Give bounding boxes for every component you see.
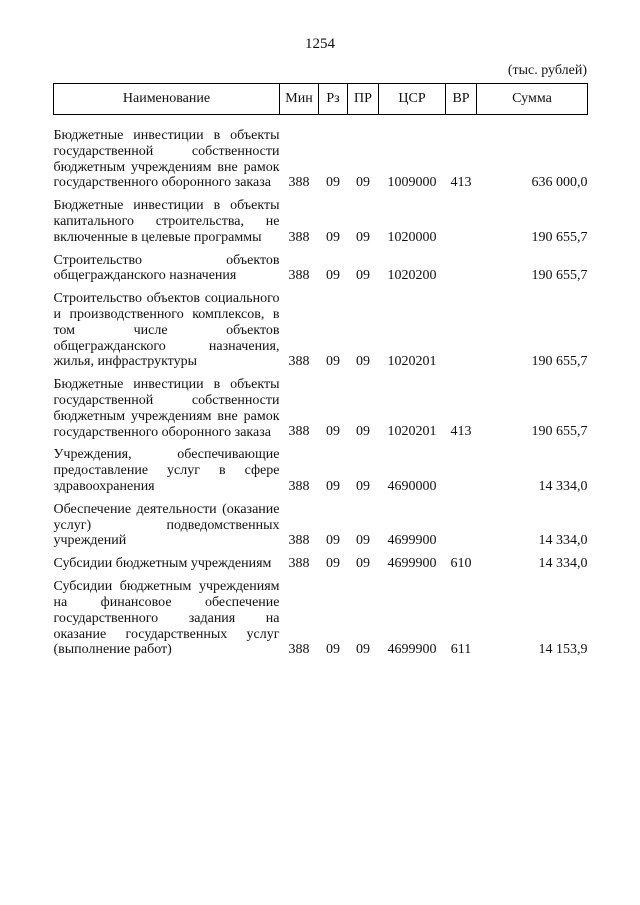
row-vr: 611 xyxy=(450,642,472,658)
row-rz: 09 xyxy=(326,268,340,284)
row-min: 388 xyxy=(288,424,310,440)
row-name: Бюджетные инвестиции в объекты государственной собственности бюджетным учреждениям вне рамок государственного оборонного заказа xyxy=(53,377,280,440)
header-vr: ВР xyxy=(446,84,477,115)
row-pr: 09 xyxy=(356,424,370,440)
row-min: 388 xyxy=(288,478,310,494)
row-name: Бюджетные инвестиции в объекты капитального строительства, не включенные в целевые программы xyxy=(53,198,280,245)
row-pr: 09 xyxy=(356,175,370,191)
row-min: 388 xyxy=(288,268,310,284)
row-name: Строительство объектов общегражданского назначения xyxy=(53,252,280,284)
row-min: 388 xyxy=(288,556,310,572)
row-csr: 4699900 xyxy=(387,533,437,549)
row-rz: 09 xyxy=(326,533,340,549)
row-min: 388 xyxy=(288,175,310,191)
row-pr: 09 xyxy=(356,556,370,572)
row-min: 388 xyxy=(288,642,310,658)
header-pr: ПР xyxy=(348,84,379,115)
header-name: Наименование xyxy=(54,84,280,115)
row-rz: 09 xyxy=(326,556,340,572)
row-sum: 14 153,9 xyxy=(538,642,588,658)
row-vr xyxy=(446,195,477,249)
row-csr: 4699900 xyxy=(387,556,437,572)
table-row xyxy=(54,250,588,289)
row-min: 388 xyxy=(288,533,310,549)
row-sum: 190 655,7 xyxy=(531,229,588,245)
row-pr: 09 xyxy=(356,478,370,494)
units-label: (тыс. рублей) xyxy=(507,63,587,78)
table-row xyxy=(54,125,588,195)
table-row xyxy=(54,444,588,498)
page-number: 1254 xyxy=(305,36,335,52)
row-vr: 413 xyxy=(450,424,472,440)
row-min: 388 xyxy=(288,354,310,370)
row-sum: 14 334,0 xyxy=(538,533,588,549)
row-rz: 09 xyxy=(326,175,340,191)
row-csr: 4690000 xyxy=(387,478,437,494)
row-name: Строительство объектов социального и производственного комплексов, в том числе объектов общегражданского назначения, жилья, инфраструктуры xyxy=(53,291,280,370)
row-min: 388 xyxy=(288,229,310,245)
row-sum: 190 655,7 xyxy=(531,354,588,370)
row-name: Обеспечение деятельности (оказание услуг) подведомственных учреждений xyxy=(53,501,280,549)
row-csr: 1020201 xyxy=(387,354,437,370)
table-row xyxy=(54,288,588,374)
row-name: Субсидии бюджетным учреждениям на финансовое обеспечение государственного задания на оказание государственных услуг (выполнение работ) xyxy=(53,579,280,658)
row-name: Бюджетные инвестиции в объекты государственной собственности бюджетным учреждениям вне рамок государственного оборонного заказа xyxy=(53,128,280,191)
table-row xyxy=(54,374,588,444)
row-sum: 636 000,0 xyxy=(531,175,588,191)
table-row xyxy=(54,499,588,553)
row-name: Субсидии бюджетным учреждениям xyxy=(53,556,272,572)
table-row xyxy=(54,553,588,576)
row-csr: 1009000 xyxy=(387,175,437,191)
row-csr: 1020200 xyxy=(387,268,437,284)
header-sum: Сумма xyxy=(477,84,588,115)
row-vr: 610 xyxy=(450,556,472,572)
header-rz: Рз xyxy=(319,84,348,115)
header-min: Мин xyxy=(280,84,319,115)
row-vr xyxy=(446,288,477,374)
row-rz: 09 xyxy=(326,642,340,658)
row-name: Учреждения, обеспечивающие предоставление услуг в сфере здравоохранения xyxy=(53,447,280,494)
row-csr: 1020000 xyxy=(387,229,437,245)
row-sum: 14 334,0 xyxy=(538,478,588,494)
row-sum: 190 655,7 xyxy=(531,424,588,440)
row-vr xyxy=(446,444,477,498)
table-row xyxy=(54,195,588,249)
row-pr: 09 xyxy=(356,268,370,284)
row-vr xyxy=(446,499,477,553)
row-rz: 09 xyxy=(326,229,340,245)
header-row xyxy=(54,84,588,115)
row-csr: 1020201 xyxy=(387,424,437,440)
row-pr: 09 xyxy=(356,533,370,549)
row-vr xyxy=(446,250,477,289)
row-pr: 09 xyxy=(356,642,370,658)
row-rz: 09 xyxy=(326,354,340,370)
table-row xyxy=(54,576,588,662)
row-vr: 413 xyxy=(450,175,472,191)
row-sum: 14 334,0 xyxy=(538,556,588,572)
row-rz: 09 xyxy=(326,424,340,440)
row-csr: 4699900 xyxy=(387,642,437,658)
row-sum: 190 655,7 xyxy=(531,268,588,284)
row-rz: 09 xyxy=(326,478,340,494)
header-csr: ЦСР xyxy=(379,84,446,115)
row-pr: 09 xyxy=(356,354,370,370)
budget-table xyxy=(53,83,588,662)
row-pr: 09 xyxy=(356,229,370,245)
